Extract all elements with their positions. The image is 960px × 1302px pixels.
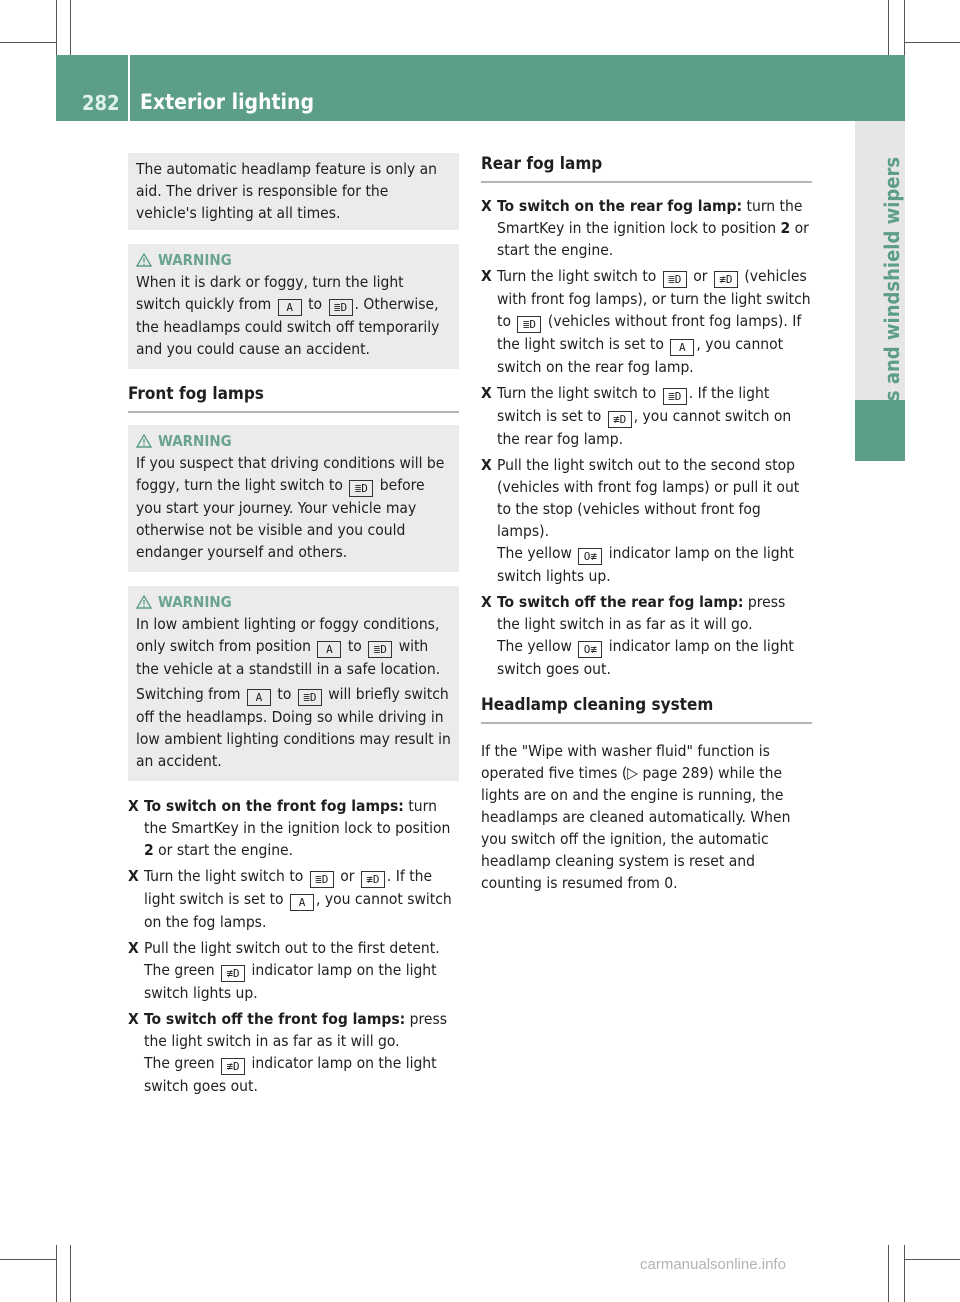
step-marker-icon: X <box>128 939 139 957</box>
crop-mark <box>904 1245 905 1302</box>
step-text: Pull the light switch out to the first detent. <box>144 939 440 957</box>
step-marker-icon: X <box>128 1010 139 1028</box>
step-marker-icon: X <box>481 593 492 611</box>
warning-box <box>128 244 459 369</box>
low-beam-symbol-icon: ≣D <box>368 641 392 658</box>
instruction-step <box>128 865 459 933</box>
instruction-step <box>481 195 812 261</box>
step-marker-icon: X <box>128 797 139 815</box>
note-box <box>128 153 459 230</box>
step-text: indicator lamp on the light switch goes out. <box>144 1054 437 1095</box>
warning-box <box>128 425 459 572</box>
low-beam-symbol-icon: ≣D <box>310 871 334 888</box>
step-marker-icon: X <box>481 456 492 474</box>
step-heading: To switch off the front fog lamps: <box>144 1010 406 1028</box>
warning-triangle-icon <box>136 253 152 267</box>
section-title-rear-fog: Rear fog lamp <box>481 153 812 183</box>
body-text: If the "Wipe with washer fluid" function is operated five times ( <box>481 742 770 782</box>
step-text: The yellow <box>497 544 572 562</box>
warning-text-part: before you start your journey. Your vehicle may otherwise not be visible and you could endanger yourself and others. <box>136 476 425 561</box>
step-text: Turn the light switch to <box>497 384 657 402</box>
auto-light-symbol-icon: A <box>290 894 314 911</box>
left-column <box>128 153 459 1101</box>
step-heading: To switch on the front fog lamps: <box>144 797 404 815</box>
step-text: The green <box>144 961 215 979</box>
step-text: . If the light switch is set to <box>497 384 770 425</box>
step-position: 2 <box>144 841 154 859</box>
step-text: indicator lamp on the light switch goes out. <box>497 637 794 678</box>
fog-light-symbol-icon: ≢D <box>361 871 385 888</box>
crop-mark <box>0 1259 56 1260</box>
warning-text <box>136 271 451 360</box>
instruction-step <box>128 937 459 1004</box>
low-beam-symbol-icon: ≣D <box>329 299 353 316</box>
right-column <box>481 153 812 894</box>
page-number: 282 <box>82 91 120 115</box>
instruction-step <box>481 454 812 587</box>
crop-mark <box>904 0 905 55</box>
warning-text-part: to <box>277 685 292 703</box>
headlamp-cleaning-text <box>481 740 812 894</box>
step-text: turn the SmartKey in the ignition lock to position <box>497 197 803 237</box>
fog-light-symbol-icon: ≢D <box>608 411 632 428</box>
step-text: Turn the light switch to <box>144 867 304 885</box>
rear-fog-indicator-icon: O≢ <box>578 641 602 658</box>
step-text: or <box>340 867 355 885</box>
warning-text <box>136 613 451 680</box>
warning-label: WARNING <box>158 593 232 611</box>
auto-light-symbol-icon: A <box>278 299 302 316</box>
page-reference-arrow-icon: ▷ <box>627 764 638 782</box>
step-heading: To switch on the rear fog lamp: <box>497 197 743 215</box>
crop-mark <box>70 1245 71 1302</box>
warning-box <box>128 586 459 781</box>
instruction-step <box>481 265 812 378</box>
crop-mark <box>70 0 71 55</box>
warning-triangle-icon <box>136 434 152 448</box>
warning-text-part: to <box>308 295 323 313</box>
step-text: indicator lamp on the light switch lights up. <box>144 961 437 1002</box>
crop-mark <box>56 0 57 55</box>
warning-text-part: In low ambient lighting or foggy conditions, only switch from position <box>136 615 440 655</box>
step-text: , you cannot switch on the rear fog lamp. <box>497 335 784 376</box>
warning-label: WARNING <box>158 432 232 450</box>
auto-light-symbol-icon: A <box>317 641 341 658</box>
instruction-step <box>128 795 459 861</box>
low-beam-symbol-icon: ≣D <box>663 271 687 288</box>
step-text: (vehicles with front fog lamps), or turn the light switch to <box>497 267 811 330</box>
warning-text-part: . Otherwise, the headlamps could switch off temporarily and you could cause an accident. <box>136 295 440 358</box>
rear-fog-indicator-icon: O≢ <box>578 548 602 565</box>
step-marker-icon: X <box>481 384 492 402</box>
warning-text-part: with the vehicle at a standstill in a safe location. <box>136 637 441 678</box>
fog-light-symbol-icon: ≢D <box>714 271 738 288</box>
instruction-step <box>481 591 812 680</box>
step-text: , you cannot switch on the rear fog lamp. <box>497 407 792 448</box>
step-marker-icon: X <box>128 867 139 885</box>
note-text: The automatic headlamp feature is only an aid. The driver is responsible for the vehicle's lighting at all times. <box>136 160 438 222</box>
body-text: page 289) while the lights are on and the engine is running, the headlamps are cleaned automatically. When you switch off the ignition, the automatic headlamp cleaning system is reset and counting is resumed from 0. <box>481 764 791 892</box>
instruction-step <box>128 1008 459 1097</box>
step-text: turn the SmartKey in the ignition lock to position <box>144 797 451 837</box>
step-text: or <box>693 267 708 285</box>
auto-light-symbol-icon: A <box>247 689 271 706</box>
step-text: The green <box>144 1054 215 1072</box>
crop-mark <box>56 1245 57 1302</box>
front-fog-indicator-icon: ≢D <box>221 965 245 982</box>
section-title-headlamp-cleaning: Headlamp cleaning system <box>481 694 812 724</box>
warning-header <box>136 430 451 452</box>
warning-header <box>136 249 451 271</box>
front-fog-indicator-icon: ≢D <box>221 1058 245 1075</box>
step-text: press the light switch in as far as it will go. <box>497 593 786 633</box>
section-title-front-fog: Front fog lamps <box>128 383 459 413</box>
warning-text <box>136 683 451 772</box>
crop-mark <box>0 42 56 43</box>
step-position: 2 <box>780 219 791 237</box>
watermark: carmanualsonline.info <box>640 1256 786 1273</box>
page-title: Exterior lighting <box>140 90 315 114</box>
side-tab-label: Lights and windshield wipers <box>880 156 904 454</box>
warning-text <box>136 452 451 563</box>
header-divider <box>128 55 130 121</box>
instruction-step <box>481 382 812 450</box>
step-heading: To switch off the rear fog lamp: <box>497 593 744 611</box>
warning-label: WARNING <box>158 251 232 269</box>
step-marker-icon: X <box>481 267 492 285</box>
low-beam-symbol-icon: ≣D <box>298 689 322 706</box>
warning-triangle-icon <box>136 595 152 609</box>
warning-text-part: When it is dark or foggy, turn the light switch quickly from <box>136 273 404 313</box>
step-text: press the light switch in as far as it will go. <box>144 1010 448 1050</box>
warning-text-part: If you suspect that driving conditions will be foggy, turn the light switch to <box>136 454 445 494</box>
step-marker-icon: X <box>481 197 492 215</box>
step-text: . If the light switch is set to <box>144 867 433 908</box>
warning-text-part: to <box>347 637 362 655</box>
step-text: Pull the light switch out to the second stop (vehicles with front fog lamps) or pull it out to the stop (vehicles without front fog lamps). <box>497 456 800 540</box>
page-header <box>56 55 905 121</box>
crop-mark <box>888 1245 889 1302</box>
step-text: or start the engine. <box>158 841 294 859</box>
crop-mark <box>888 0 889 55</box>
step-text: Turn the light switch to <box>497 267 657 285</box>
step-text: (vehicles without front fog lamps). If the light switch is set to <box>497 312 802 353</box>
crop-mark <box>905 1259 960 1260</box>
crop-mark <box>905 42 960 43</box>
warning-text-part: will briefly switch off the headlamps. Doing so while driving in low ambient lighting conditions may result in an accident. <box>136 685 451 770</box>
low-beam-symbol-icon: ≣D <box>663 388 687 405</box>
step-text: or start the engine. <box>497 219 809 259</box>
warning-header <box>136 591 451 613</box>
step-text: The yellow <box>497 637 572 655</box>
auto-light-symbol-icon: A <box>670 339 694 356</box>
low-beam-symbol-icon: ≣D <box>517 316 541 333</box>
low-beam-symbol-icon: ≣D <box>349 480 373 497</box>
step-text: , you cannot switch on the fog lamps. <box>144 890 452 931</box>
step-text: indicator lamp on the light switch lights up. <box>497 544 794 585</box>
warning-text-part: Switching from <box>136 685 241 703</box>
